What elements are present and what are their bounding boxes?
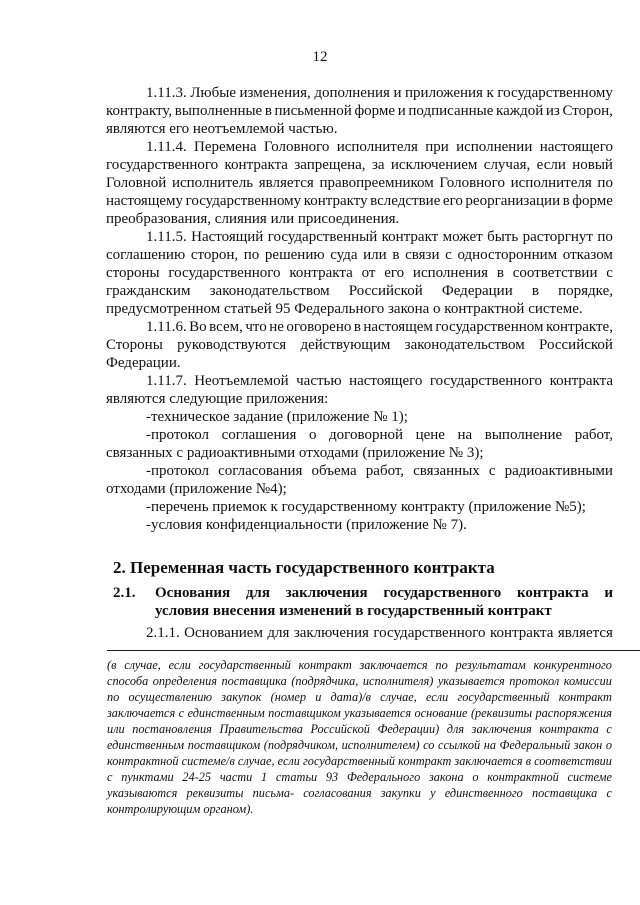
- body-line: 1.11.4. Перемена Головного исполнителя при исполнении настоящего: [146, 139, 613, 155]
- footnote-line: контрактной системе/в случае, если государственный контракт заключается в соответствии: [107, 754, 612, 768]
- subsection-heading-line: условия внесения изменений в государственный контракт: [155, 603, 552, 619]
- footnote-line: по осуществлению закупок (номер и дата)/в случае, если государственный контракт: [107, 690, 612, 704]
- footnote-divider: [107, 650, 640, 651]
- body-line: 1.11.6. Во всем, что не оговорено в настоящем государственном контракте,: [146, 319, 613, 335]
- list-item: связанных с радиоактивными отходами (приложение № 3);: [106, 445, 484, 461]
- footnote-line: (в случае, если государственный контракт заключается по результатам конкурентного: [107, 658, 612, 672]
- body-line: Головной исполнитель является правопреемником Головного исполнителя по: [106, 175, 613, 191]
- footnote-line: заключается с единственным поставщиком указывается основание (реквизиты распоряжения: [107, 706, 612, 720]
- body-line: 1.11.7. Неотъемлемой частью настоящего государственного контракта: [146, 373, 613, 389]
- body-line: 1.11.5. Настоящий государственный контракт может быть расторгнут по: [146, 229, 613, 245]
- body-line: государственного контракта запрещена, за исключением случая, если новый: [106, 157, 613, 173]
- list-item: отходами (приложение №4);: [106, 481, 287, 497]
- body-line: Федерации.: [106, 355, 181, 371]
- body-line: настоящему государственному контракту вследствие его реорганизации в форме: [106, 193, 613, 209]
- list-item: -условия конфиденциальности (приложение № 7).: [146, 517, 467, 533]
- footnote-line: или постановления Правительства Российской Федерации) для заключения контракта с: [107, 722, 612, 736]
- body-line: соглашению сторон, по решению суда или в связи с односторонним отказом: [106, 247, 613, 263]
- list-item: -техническое задание (приложение № 1);: [146, 409, 408, 425]
- footnote-line: контролирующим органом).: [107, 802, 254, 816]
- body-line: являются следующие приложения:: [106, 391, 329, 407]
- list-item: -перечень приемок к государственному контракту (приложение №5);: [146, 499, 586, 515]
- footnote-line: единственным поставщиком (подрядчиком, исполнителем) со ссылкой на Федеральный закон о: [107, 738, 612, 752]
- body-line: преобразования, слияния или присоединения.: [106, 211, 400, 227]
- body-line: являются его неотъемлемой частью.: [106, 121, 338, 137]
- list-item: -протокол соглашения о договорной цене на выполнение работ,: [146, 427, 613, 443]
- section-heading: 2. Переменная часть государственного контракта: [113, 558, 495, 577]
- footnote-line: указываются реквизиты письма- согласования закупки у единственного поставщика с: [107, 786, 612, 800]
- body-line: Стороны руководствуются действующим законодательством Российской: [106, 337, 613, 353]
- body-line: гражданским законодательством Российской Федерации в порядке,: [106, 283, 613, 299]
- body-line: стороны государственного контракта от его исполнения в соответствии с: [106, 265, 613, 281]
- clause-line: 2.1.1. Основанием для заключения государственного контракта является: [146, 625, 613, 641]
- footnote-line: с пунктами 24-25 части 1 статьи 93 Федерального закона о контрактной системе: [107, 770, 612, 784]
- subsection-number: 2.1.: [113, 585, 136, 601]
- body-line: контракту, выполненные в письменной форме и подписанные каждой из Сторон,: [106, 103, 613, 119]
- subsection-heading-line: Основания для заключения государственного контракта и: [155, 585, 613, 601]
- body-line: предусмотренном статьей 95 Федерального закона о контрактной системе.: [106, 301, 583, 317]
- body-line: 1.11.3. Любые изменения, дополнения и приложения к государственному: [146, 85, 613, 101]
- page-number: 12: [312, 49, 328, 65]
- list-item: -протокол согласования объема работ, связанных с радиоактивными: [146, 463, 613, 479]
- footnote-line: способа определения поставщика (подрядчика, исполнителя) указывается протокол комиссии: [107, 674, 612, 688]
